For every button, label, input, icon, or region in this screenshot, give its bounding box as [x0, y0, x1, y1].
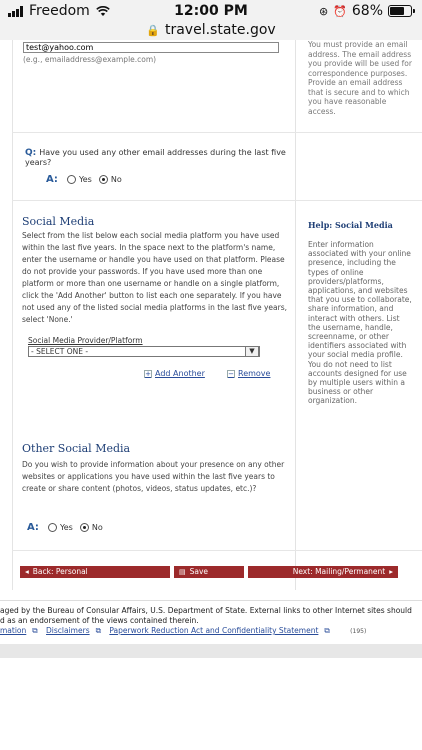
other-social-no-radio[interactable] [80, 523, 89, 532]
help-social-media-text: Enter information associated with your online presence, including the types of online providers/platforms, applications, and websites that you use to collaborate, share information, and interact with others. List the username, handle, screenname, or other identifiers associated with your social media profile. You do not need to list accounts designed for use by multiple users within a business or other organization. [308, 240, 412, 406]
save-button[interactable] [174, 566, 244, 578]
other-email-no-radio[interactable] [99, 175, 108, 184]
next-label: Next: Mailing/Permanent [292, 567, 386, 576]
remove-button[interactable] [227, 369, 270, 378]
other-social-yes-radio[interactable] [48, 523, 57, 532]
social-media-provider-label: Social Media Provider/Platform [28, 336, 143, 345]
page-content [0, 40, 422, 750]
back-button[interactable] [20, 566, 170, 578]
answer-marker: A: [46, 174, 58, 185]
url-domain: travel.state.gov [164, 22, 276, 38]
form-navigation [20, 566, 400, 578]
footer-band [0, 644, 422, 658]
section-divider [12, 132, 422, 133]
chevron-right-icon: ▸ [389, 567, 393, 576]
chevron-left-icon: ◂ [25, 567, 29, 576]
answer-marker: A: [27, 522, 39, 533]
footer-link-information[interactable]: mation [0, 626, 27, 635]
add-another-button[interactable] [144, 369, 205, 378]
other-email-yes-radio[interactable] [67, 175, 76, 184]
battery-percent: 68% [351, 3, 383, 19]
email-help-text: You must provide an email address. The email address you provide will be used for correspondence purposes. Provide an email address that is secure and to which you have reasonable access. [308, 40, 412, 116]
social-media-title: Social Media [22, 215, 95, 228]
section-divider [12, 200, 422, 201]
orientation-lock-icon: ⊛ [318, 4, 329, 18]
carrier-name: Freedom [29, 3, 90, 19]
status-right [319, 3, 412, 19]
external-link-icon: ⧉ [95, 626, 101, 635]
minus-icon: − [228, 369, 234, 378]
footer-text-line2: d as an endorsement of the views contained therein. [0, 616, 199, 625]
email-hint: (e.g., emailaddress@example.com) [23, 55, 157, 64]
address-bar[interactable] [0, 22, 422, 40]
external-link-icon: ⧉ [32, 626, 38, 635]
footer-links [0, 626, 366, 636]
other-email-yes-label: Yes [78, 175, 92, 184]
alarm-icon: ⏰ [333, 4, 347, 18]
footer-code: (195) [350, 628, 367, 635]
status-bar [0, 0, 422, 22]
remove-label: Remove [238, 369, 271, 378]
other-social-yes-label: Yes [59, 523, 73, 532]
back-label: Back: Personal [32, 567, 88, 576]
chevron-down-icon: ▼ [245, 346, 259, 357]
other-email-question [25, 148, 290, 168]
help-social-media-title: Help: Social Media [308, 220, 393, 230]
social-media-provider-group [28, 336, 266, 356]
save-label: Save [189, 567, 209, 576]
other-email-no-label: No [110, 175, 122, 184]
other-social-no-label: No [91, 523, 103, 532]
other-email-answer [46, 174, 126, 185]
other-social-media-answer [27, 522, 107, 533]
plus-icon: + [145, 369, 151, 378]
section-divider [12, 550, 422, 551]
question-marker: Q: [25, 148, 37, 158]
footer-link-paperwork[interactable]: Paperwork Reduction Act and Confidentiality Statement [109, 626, 319, 635]
lock-icon: 🔒 [146, 24, 160, 37]
add-another-label: Add Another [155, 369, 205, 378]
other-social-media-title: Other Social Media [22, 442, 131, 455]
battery-icon [388, 5, 412, 17]
battery-fill [390, 7, 404, 15]
clock: 12:00 PM [174, 3, 248, 19]
next-button[interactable] [248, 566, 398, 578]
social-media-provider-value: - SELECT ONE - [31, 347, 89, 356]
email-field[interactable]: test@yahoo.com [23, 42, 279, 53]
save-icon: ▤ [179, 568, 186, 576]
external-link-icon: ⧉ [324, 626, 330, 635]
social-media-instructions: Select from the list below each social media platform you have used within the last five years. In the space next to the platform's name, enter the username or handle you have used on that platform. Please do not provide your passwords. If you have used more than one platform or more than one username or handle on a single platform, click the 'Add Another' button to list each one separately. If you have not used any of the listed social media platforms in the last five years, select 'None.' [22, 231, 288, 324]
other-email-question-text: Have you used any other email addresses during the last five years? [25, 148, 286, 167]
footer-link-disclaimers[interactable]: Disclaimers [46, 626, 90, 635]
other-social-media-question: Do you wish to provide information about your presence on any other websites or applications you have used within the last five years to create or share content (photos, videos, status updates, etc.)? [22, 460, 285, 493]
footer-text-line1: aged by the Bureau of Consular Affairs, U.S. Department of State. External links to other Internet sites should [0, 606, 412, 615]
social-media-provider-select[interactable] [28, 346, 260, 357]
